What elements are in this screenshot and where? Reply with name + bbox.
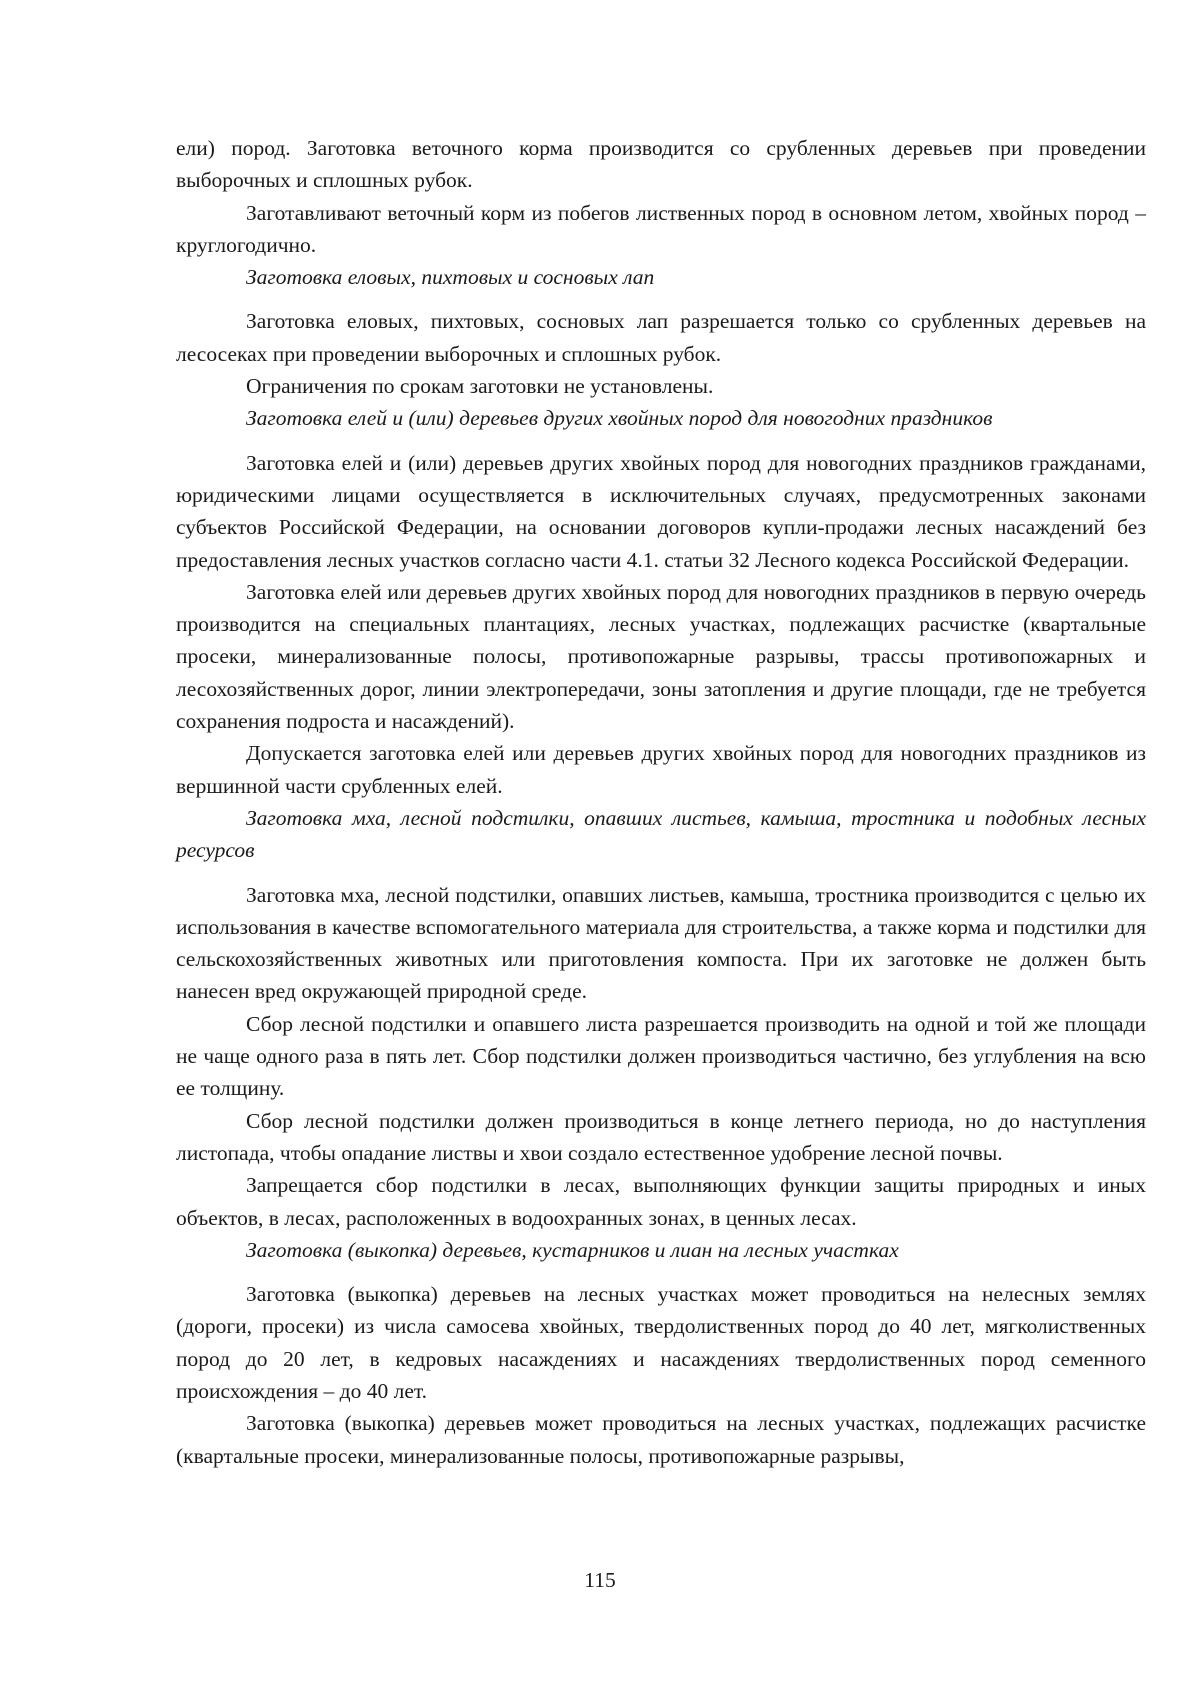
section-heading: Заготовка мха, лесной подстилки, опавших листьев, камыша, тростника и подобных лесных ресурсов	[176, 805, 1146, 863]
paragraph: Заготовка елей и (или) деревьев других хвойных пород для новогодних праздников гражданами, юридическими лицами осуществляется в исключительных случаях, предусмотренных законами субъектов Российской Федерации, на основании договоров купли-продажи лесных насаждений без предоставления лесных участков согласно части 4.1. статьи 32 Лесного кодекса Российской Федерации.	[176, 450, 1146, 572]
section-heading: Заготовка еловых, пихтовых и сосновых лап	[246, 265, 655, 290]
paragraph: Сбор лесной подстилки и опавшего листа разрешается производить на одной и той же площади не чаще одного раза в пять лет. Сбор подстилки должен производиться частично, без углубления на всю ее толщину.	[176, 1011, 1146, 1101]
paragraph: Заготовка еловых, пихтовых, сосновых лап разрешается только со срубленных деревьев на лесосеках при проведении выборочных и сплошных рубок.	[176, 309, 1146, 366]
paragraph: Допускается заготовка елей или деревьев других хвойных пород для новогодних праздников из вершинной части срубленных елей.	[176, 741, 1146, 798]
document-page	[176, 132, 1146, 1472]
paragraph: Заготавливают веточный корм из побегов лиственных пород в основном летом, хвойных пород – круглогодично.	[176, 200, 1146, 257]
section-heading: Заготовка (выкопка) деревьев, кустарников и лиан на лесных участках	[246, 1237, 899, 1262]
paragraph: Сбор лесной подстилки должен производиться в конце летнего периода, но до наступления листопада, чтобы опадание листвы и хвои создало естественное удобрение лесной почвы.	[176, 1108, 1146, 1165]
paragraph: Заготовка мха, лесной подстилки, опавших листьев, камыша, тростника производится с целью их использования в качестве вспомогательного материала для строительства, а также корма и подстилки для сельскохозяйственных животных или приготовления компоста. При их заготовке не должен быть нанесен вред окружающей природной среде.	[176, 882, 1146, 1004]
paragraph: Заготовка елей или деревьев других хвойных пород для новогодних праздников в первую очередь производится на специальных плантациях, лесных участках, подлежащих расчистке (квартальные просеки, минерализованные полосы, противопожарные разрывы, трассы противопожарных и лесохозяйственных дорог, линии электропередачи, зоны затопления и другие площади, где не требуется сохранения подроста и насаждений).	[176, 579, 1146, 734]
paragraph: Заготовка (выкопка) деревьев может проводиться на лесных участках, подлежащих расчистке (квартальные просеки, минерализованные полосы, противопожарные разрывы,	[176, 1411, 1146, 1468]
paragraph: Запрещается сбор подстилки в лесах, выполняющих функции защиты природных и иных объектов, в лесах, расположенных в водоохранных зонах, в ценных лесах.	[176, 1173, 1146, 1230]
paragraph: ели) пород. Заготовка веточного корма производится со срубленных деревьев при проведении выборочных и сплошных рубок.	[176, 136, 1146, 193]
page-number: 115	[584, 1568, 616, 1592]
paragraph: Ограничения по срокам заготовки не установлены.	[246, 374, 714, 399]
section-heading: Заготовка елей и (или) деревьев других хвойных пород для новогодних праздников	[246, 406, 993, 431]
paragraph: Заготовка (выкопка) деревьев на лесных участках может проводиться на нелесных землях (дороги, просеки) из числа самосева хвойных, твердолиственных пород до 40 лет, мягколиственных пород до 20 лет, в кедровых насаждениях и насаждениях твердолиственных пород семенного происхождения – до 40 лет.	[176, 1282, 1146, 1403]
